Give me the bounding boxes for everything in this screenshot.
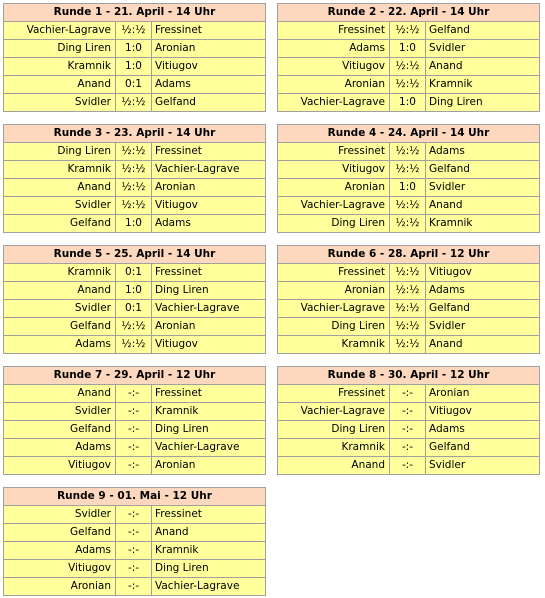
game-result: ½:½	[116, 179, 152, 196]
round-header: Runde 2 - 22. April - 14 Uhr	[278, 4, 539, 22]
white-player: Kramnik	[4, 58, 116, 75]
black-player: Aronian	[155, 42, 196, 54]
black-player: Svidler	[429, 459, 466, 471]
game-result: -:-	[116, 457, 152, 474]
black-player: Svidler	[429, 42, 466, 54]
white-player: Adams	[4, 542, 116, 559]
white-player: Vitiugov	[4, 560, 116, 577]
black-player: Adams	[429, 423, 465, 435]
game-row	[4, 197, 265, 215]
game-result: -:-	[116, 403, 152, 420]
black-player: Fressinet	[155, 387, 202, 399]
white-player: Adams	[278, 40, 390, 57]
black-player: Gelfand	[155, 96, 196, 108]
game-result: 0:1	[116, 264, 152, 281]
game-row	[278, 40, 539, 58]
game-result: ½:½	[390, 76, 426, 93]
game-row	[278, 439, 539, 457]
game-result: ½:½	[390, 282, 426, 299]
black-player: Svidler	[429, 320, 466, 332]
game-row	[278, 58, 539, 76]
game-result: -:-	[116, 439, 152, 456]
round-header: Runde 3 - 23. April - 14 Uhr	[4, 125, 265, 143]
game-result: 0:1	[116, 76, 152, 93]
white-player: Aronian	[278, 76, 390, 93]
game-result: 1:0	[390, 94, 426, 111]
white-player: Anand	[4, 385, 116, 402]
game-result: ½:½	[390, 264, 426, 281]
game-result: ½:½	[116, 22, 152, 39]
black-player: Adams	[155, 217, 191, 229]
game-result: ½:½	[390, 215, 426, 232]
white-player: Anand	[278, 457, 390, 474]
black-player: Aronian	[155, 320, 196, 332]
black-player: Aronian	[429, 387, 470, 399]
game-result: ½:½	[116, 318, 152, 335]
black-player: Aronian	[155, 181, 196, 193]
game-row	[278, 94, 539, 111]
black-player: Svidler	[429, 181, 466, 193]
white-player: Ding Liren	[278, 318, 390, 335]
white-player: Ding Liren	[278, 215, 390, 232]
white-player: Gelfand	[4, 524, 116, 541]
black-player: Adams	[429, 145, 465, 157]
black-player: Gelfand	[429, 163, 470, 175]
white-player: Aronian	[4, 578, 116, 595]
game-result: ½:½	[390, 336, 426, 353]
white-player: Kramnik	[4, 264, 116, 281]
black-player: Anand	[429, 338, 463, 350]
game-result: 1:0	[116, 40, 152, 57]
game-row	[4, 439, 265, 457]
game-row	[278, 143, 539, 161]
game-result: ½:½	[390, 318, 426, 335]
white-player: Vitiugov	[278, 161, 390, 178]
game-row	[278, 300, 539, 318]
game-row	[278, 76, 539, 94]
black-player: Vitiugov	[155, 338, 198, 350]
round-table-5	[3, 245, 266, 354]
round-header: Runde 1 - 21. April - 14 Uhr	[4, 4, 265, 22]
game-result: ½:½	[390, 58, 426, 75]
game-result: 1:0	[116, 215, 152, 232]
game-row	[4, 76, 265, 94]
game-row	[278, 336, 539, 353]
game-row	[4, 457, 265, 474]
game-result: ½:½	[116, 94, 152, 111]
round-table-6	[277, 245, 540, 354]
black-player: Kramnik	[155, 405, 199, 417]
round-header: Runde 5 - 25. April - 14 Uhr	[4, 246, 265, 264]
game-row	[278, 197, 539, 215]
game-row	[278, 385, 539, 403]
game-result: ½:½	[116, 197, 152, 214]
game-row	[4, 264, 265, 282]
white-player: Svidler	[4, 506, 116, 523]
black-player: Kramnik	[429, 78, 473, 90]
black-player: Ding Liren	[155, 284, 209, 296]
game-result: -:-	[116, 421, 152, 438]
black-player: Kramnik	[155, 544, 199, 556]
game-row	[278, 179, 539, 197]
white-player: Kramnik	[278, 336, 390, 353]
game-result: ½:½	[390, 300, 426, 317]
black-player: Vachier-Lagrave	[155, 163, 240, 175]
white-player: Vitiugov	[4, 457, 116, 474]
white-player: Vachier-Lagrave	[278, 94, 390, 111]
white-player: Svidler	[4, 94, 116, 111]
black-player: Fressinet	[155, 266, 202, 278]
game-result: -:-	[390, 439, 426, 456]
game-result: ½:½	[390, 22, 426, 39]
game-row	[4, 40, 265, 58]
game-row	[278, 264, 539, 282]
game-row	[4, 300, 265, 318]
round-table-8	[277, 366, 540, 475]
game-row	[278, 161, 539, 179]
game-row	[4, 58, 265, 76]
black-player: Gelfand	[429, 302, 470, 314]
round-header: Runde 4 - 24. April - 14 Uhr	[278, 125, 539, 143]
white-player: Vachier-Lagrave	[278, 403, 390, 420]
game-result: -:-	[116, 524, 152, 541]
black-player: Ding Liren	[155, 423, 209, 435]
black-player: Gelfand	[429, 24, 470, 36]
black-player: Ding Liren	[429, 96, 483, 108]
round-header: Runde 7 - 29. April - 12 Uhr	[4, 367, 265, 385]
white-player: Vachier-Lagrave	[278, 300, 390, 317]
round-header: Runde 6 - 28. April - 12 Uhr	[278, 246, 539, 264]
black-player: Vitiugov	[429, 405, 472, 417]
game-row	[4, 506, 265, 524]
game-row	[4, 179, 265, 197]
white-player: Fressinet	[278, 264, 390, 281]
round-table-2	[277, 3, 540, 112]
round-table-1	[3, 3, 266, 112]
game-result: -:-	[390, 457, 426, 474]
game-row	[278, 457, 539, 474]
black-player: Aronian	[155, 459, 196, 471]
game-result: -:-	[390, 403, 426, 420]
game-result: -:-	[116, 542, 152, 559]
black-player: Anand	[155, 526, 189, 538]
game-result: 1:0	[116, 282, 152, 299]
white-player: Svidler	[4, 300, 116, 317]
white-player: Kramnik	[4, 161, 116, 178]
game-result: ½:½	[390, 161, 426, 178]
game-row	[4, 524, 265, 542]
game-row	[4, 403, 265, 421]
game-row	[4, 336, 265, 353]
game-row	[4, 94, 265, 111]
game-row	[4, 318, 265, 336]
white-player: Gelfand	[4, 421, 116, 438]
game-row	[4, 578, 265, 595]
game-row	[4, 385, 265, 403]
game-result: -:-	[116, 578, 152, 595]
game-result: ½:½	[116, 161, 152, 178]
game-row	[4, 22, 265, 40]
game-result: ½:½	[390, 197, 426, 214]
game-result: ½:½	[116, 336, 152, 353]
game-result: 1:0	[390, 179, 426, 196]
black-player: Anand	[429, 199, 463, 211]
white-player: Ding Liren	[4, 143, 116, 160]
game-result: -:-	[390, 421, 426, 438]
game-row	[278, 215, 539, 232]
black-player: Anand	[429, 60, 463, 72]
game-result: 0:1	[116, 300, 152, 317]
black-player: Kramnik	[429, 217, 473, 229]
game-result: ½:½	[390, 143, 426, 160]
game-row	[4, 421, 265, 439]
black-player: Gelfand	[429, 441, 470, 453]
white-player: Vachier-Lagrave	[278, 197, 390, 214]
black-player: Adams	[429, 284, 465, 296]
white-player: Ding Liren	[4, 40, 116, 57]
game-row	[278, 282, 539, 300]
white-player: Fressinet	[278, 385, 390, 402]
white-player: Vachier-Lagrave	[4, 22, 116, 39]
white-player: Adams	[4, 336, 116, 353]
white-player: Kramnik	[278, 439, 390, 456]
black-player: Vachier-Lagrave	[155, 580, 240, 592]
white-player: Anand	[4, 76, 116, 93]
white-player: Adams	[4, 439, 116, 456]
game-result: -:-	[116, 560, 152, 577]
game-row	[4, 282, 265, 300]
black-player: Fressinet	[155, 508, 202, 520]
game-row	[4, 161, 265, 179]
white-player: Anand	[4, 282, 116, 299]
white-player: Fressinet	[278, 22, 390, 39]
game-row	[4, 542, 265, 560]
game-row	[278, 22, 539, 40]
game-result: ½:½	[116, 143, 152, 160]
game-row	[4, 143, 265, 161]
game-result: -:-	[116, 385, 152, 402]
white-player: Gelfand	[4, 318, 116, 335]
game-row	[278, 318, 539, 336]
black-player: Vitiugov	[155, 60, 198, 72]
round-table-3	[3, 124, 266, 233]
white-player: Anand	[4, 179, 116, 196]
game-row	[278, 403, 539, 421]
white-player: Fressinet	[278, 143, 390, 160]
black-player: Vachier-Lagrave	[155, 441, 240, 453]
white-player: Aronian	[278, 179, 390, 196]
white-player: Aronian	[278, 282, 390, 299]
white-player: Ding Liren	[278, 421, 390, 438]
game-row	[4, 560, 265, 578]
black-player: Ding Liren	[155, 562, 209, 574]
black-player: Adams	[155, 78, 191, 90]
round-header: Runde 9 - 01. Mai - 12 Uhr	[4, 488, 265, 506]
round-table-9	[3, 487, 266, 596]
game-result: 1:0	[116, 58, 152, 75]
black-player: Fressinet	[155, 145, 202, 157]
white-player: Vitiugov	[278, 58, 390, 75]
black-player: Vitiugov	[155, 199, 198, 211]
game-row	[4, 215, 265, 232]
game-result: -:-	[116, 506, 152, 523]
black-player: Fressinet	[155, 24, 202, 36]
white-player: Gelfand	[4, 215, 116, 232]
black-player: Vachier-Lagrave	[155, 302, 240, 314]
round-table-4	[277, 124, 540, 233]
white-player: Svidler	[4, 197, 116, 214]
game-result: -:-	[390, 385, 426, 402]
game-row	[278, 421, 539, 439]
game-result: 1:0	[390, 40, 426, 57]
round-header: Runde 8 - 30. April - 12 Uhr	[278, 367, 539, 385]
white-player: Svidler	[4, 403, 116, 420]
round-table-7	[3, 366, 266, 475]
black-player: Vitiugov	[429, 266, 472, 278]
